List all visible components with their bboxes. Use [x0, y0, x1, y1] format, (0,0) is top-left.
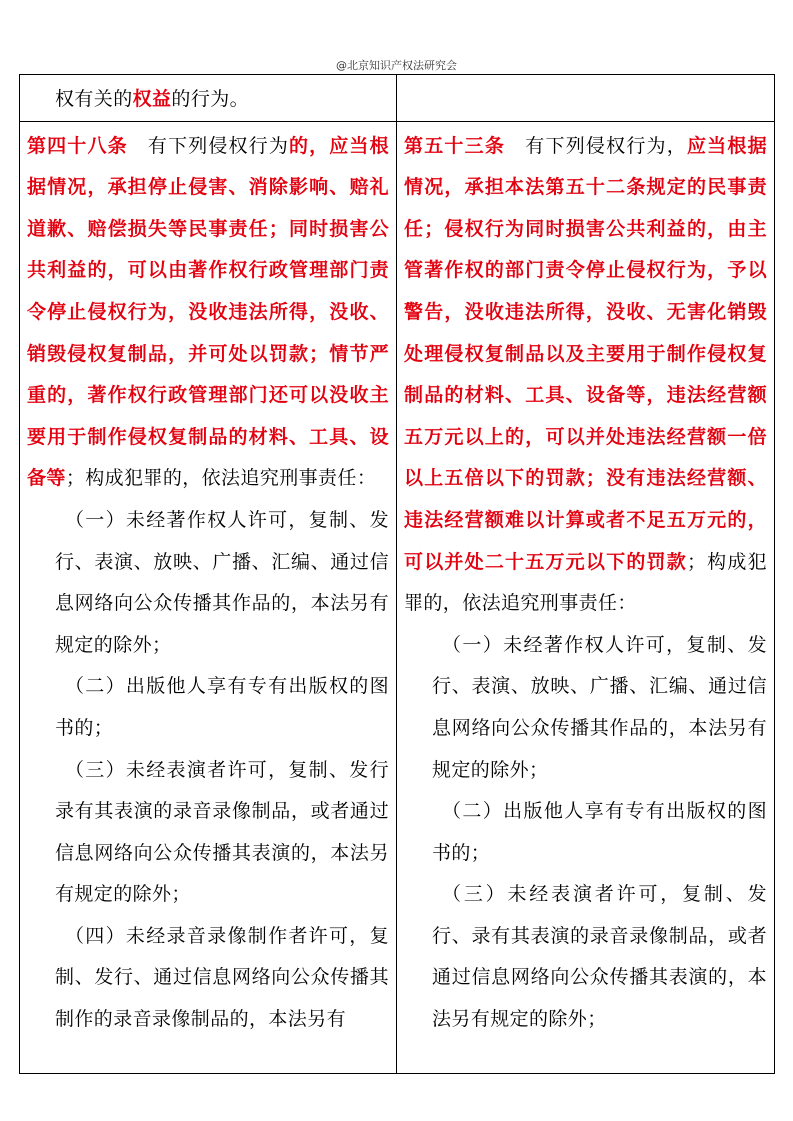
- page-header-watermark: @北京知识产权法研究会: [336, 59, 457, 72]
- left-item-1: （一）未经著作权人许可，复制、发行、表演、放映、广播、汇编、通过信息网络向公众传播其作品的，本法另有规定的除外；: [55, 508, 389, 656]
- continuation-plain-2: 的行为。: [171, 88, 250, 110]
- right-item-1: （一）未经著作权人许可，复制、发行、表演、放映、广播、汇编、通过信息网络向公众传播其作品的，本法另有规定的除外；: [432, 633, 767, 781]
- left-item-3: （三）未经表演者许可，复制、发行录有其表演的录音录像制品，或者通过信息网络向公众传播其表演的，本法另有规定的除外；: [55, 758, 389, 906]
- left-article-number: 第四十八条: [27, 134, 128, 157]
- right-cell-article-53: [397, 121, 775, 1073]
- left-article-intro: [27, 126, 389, 500]
- left-item-4: （四）未经录音录像制作者许可，复制、发行、通过信息网络向公众传播其制作的录音录像制品的，本法另有: [55, 924, 389, 1031]
- left-intro-plain: 有下列侵权行为: [127, 134, 289, 157]
- continuation-red: 权益: [132, 88, 172, 110]
- left-intro-tail: ；构成犯罪的，依法追究刑事责任：: [65, 467, 377, 490]
- comparison-table: [19, 74, 775, 1074]
- right-article-number: 第五十三条: [404, 134, 506, 157]
- right-intro-plain: 有下列侵权行为，: [505, 134, 687, 157]
- left-cell-article-48: [20, 121, 397, 1073]
- right-item-2: （二）出版他人享有专有出版权的图书的；: [432, 800, 767, 864]
- right-article-intro: [404, 126, 767, 625]
- right-intro-red: 应当根据情况，承担本法第五十二条规定的民事责任；侵权行为同时损害公共利益的，由主管著作权的部门责令停止侵权行为，予以警告，没收违法所得，没收、无害化销毁处理侵权复制品以及主要用于制作侵权复制品的材料、工具、设备等，违法经营额五万元以上的，可以并处违法经营额一倍以上五倍以下的罚款；没有违法经营额、违法经营额难以计算或者不足五万元的，可以并处二十五万元以下的罚款: [404, 134, 767, 573]
- continuation-plain-1: 权有关的: [55, 88, 133, 110]
- right-cell-continuation: [397, 75, 775, 122]
- continuation-text: [27, 79, 389, 121]
- table-row-articles: [20, 121, 775, 1073]
- right-intro-tail: ；构成犯罪的，依法追究刑事责任：: [404, 550, 767, 615]
- left-cell-continuation: [20, 75, 397, 122]
- left-intro-red: 的，应当根据情况，承担停止侵害、消除影响、赔礼道歉、赔偿损失等民事责任；同时损害公共利益的，可以由著作权行政管理部门责令停止侵权行为，没收违法所得，没收、销毁侵权复制品，并可处以罚款；情节严重的，著作权行政管理部门还可以没收主要用于制作侵权复制品的材料、工具、设备等: [27, 134, 389, 490]
- left-item-2: （二）出版他人享有专有出版权的图书的；: [55, 675, 389, 739]
- table-row-continuation: [20, 75, 775, 122]
- right-item-3: （三）未经表演者许可，复制、发行、录有其表演的录音录像制品，或者通过信息网络向公众传播其表演的，本法另有规定的除外；: [432, 883, 767, 1031]
